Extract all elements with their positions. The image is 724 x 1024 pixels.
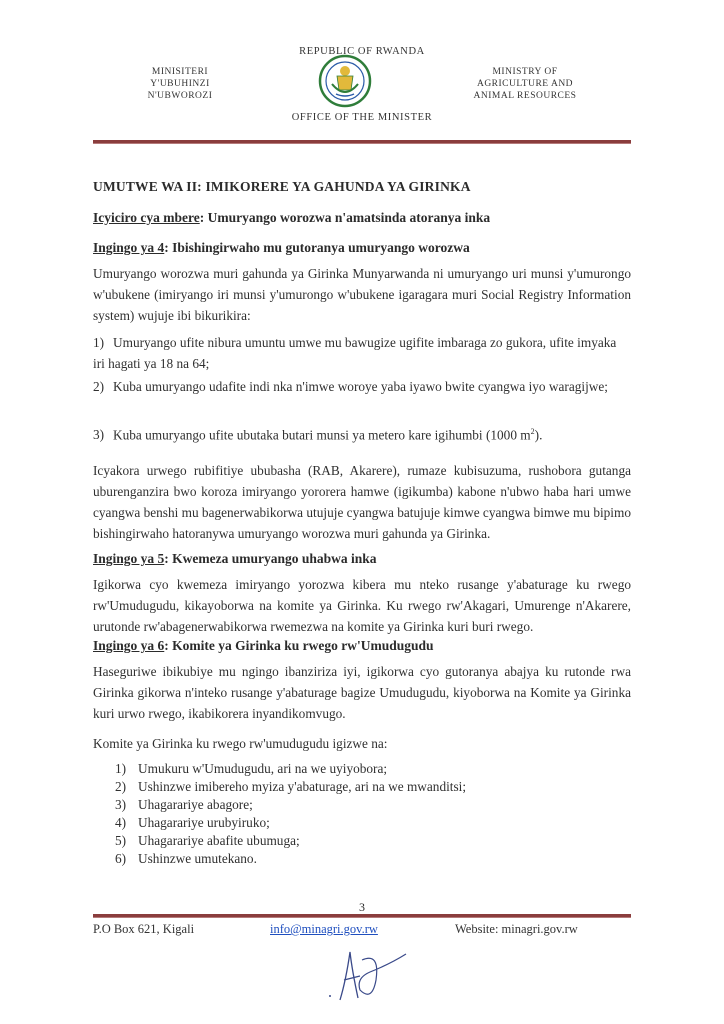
list-item — [93, 376, 631, 397]
article-4-title: : Ibishingirwaho mu gutoranya umuryango worozwa — [164, 240, 470, 255]
list-item — [115, 760, 615, 778]
list-item-text: Ushinzwe imibereho myiza y'abaturage, ari na we mwanditsi; — [138, 779, 467, 794]
header-rule — [93, 140, 631, 144]
article-4-closing: Icyakora urwego rubifitiye ububasha (RAB, Akarere), rumaze kubisuzuma, rushobora gutanga uburenganzira bwo koroza imiryango yororera hamwe (igikumba) kabone n'ubwo haba hari umwe cyangwa benshi mu bagenerwabikorwa utujuje cyangwa batujuje kimwe cyangwa bimwe mu bipimo bishingirwaho hatoranywa umuryango worozwa muri gahunda ya Girinka. — [93, 463, 631, 541]
list-item — [93, 332, 631, 374]
list-item-text: Uhagarariye abagore; — [138, 797, 253, 812]
footer-po-box: P.O Box 621, Kigali — [93, 922, 195, 936]
republic-heading: REPUBLIC OF RWANDA — [299, 46, 425, 57]
article-4-intro: Umuryango worozwa muri gahunda ya Girinka Munyarwanda ni umuryango uri munsi y'umurongo w'ubukene (imiryango iri munsi y'umurongo w'ubukene igaragara muri Social Registry Information system) wujuje ibi bikurikira: — [93, 266, 631, 323]
article-5-heading — [93, 551, 377, 567]
list-item-text: Umuryango ufite nibura umuntu umwe mu bawugize ugifite imbaraga zo gukora, ufite imyaka iri hagati ya 18 na 64; — [93, 335, 617, 371]
article-5-body: Igikorwa cyo kwemeza imiryango yorozwa kibera mu nteko rusange y'abaturage ku rwego rw'Umudugudu, kikayoborwa na komite ya Girinka. Ku rwego rw'Akagari, Umurenge n'Akarere, urutonde rw'abagenerwabikorwa rwemezwa na komite ya Girinka kuri buri rwego. — [93, 577, 631, 634]
office-heading: OFFICE OF THE MINISTER — [291, 112, 433, 123]
ministry-en-line-2: AGRICULTURE AND — [476, 79, 574, 89]
ministry-kin-line-2: Y'UBUHINZI — [150, 79, 210, 89]
list-item-text: Uhagarariye abafite ubumuga; — [138, 833, 300, 848]
list-item-number: 5) — [115, 833, 127, 848]
committee-members-list — [115, 760, 615, 868]
coat-of-arms-emblem — [318, 54, 372, 108]
article-4-label: Ingingo ya 4 — [93, 240, 165, 255]
article-6-heading — [93, 638, 434, 654]
list-item-text: Kuba umuryango ufite ubutaka butari munsi ya metero kare igihumbi (1000 m — [113, 427, 531, 443]
article-4-heading — [93, 240, 470, 256]
chapter-title: UMUTWE WA II: IMIKORERE YA GAHUNDA YA GIRINKA — [93, 179, 471, 194]
ministry-kin-line-3: N'UBWOROZI — [147, 91, 213, 101]
article-6-title: : Komite ya Girinka ku rwego rw'Umudugudu — [164, 638, 434, 653]
list-item-number: 2) — [93, 379, 105, 394]
list-item — [115, 814, 615, 832]
article-5-title: : Kwemeza umuryango uhabwa inka — [164, 551, 377, 566]
page-number: 3 — [359, 900, 365, 914]
ministry-kinyarwanda — [120, 66, 240, 102]
list-item-number: 3) — [115, 797, 127, 812]
committee-intro: Komite ya Girinka ku rwego rw'umudugudu igizwe na: — [93, 736, 388, 751]
list-item-number: 1) — [93, 335, 105, 350]
list-item — [93, 421, 631, 445]
section-label: Icyiciro cya mbere — [93, 210, 200, 225]
list-item-text: Kuba umuryango udafite indi nka n'imwe woroye yaba iyawo bwite cyangwa iyo waragijwe; — [113, 379, 608, 394]
section-title: : Umuryango worozwa n'amatsinda atoranya inka — [199, 210, 491, 225]
footer-email-link[interactable]: info@minagri.gov.rw — [270, 922, 378, 936]
list-item — [115, 796, 615, 814]
list-item-text: Ushinzwe umutekano. — [138, 851, 257, 866]
list-item-number: 6) — [115, 851, 127, 866]
superscript: 2 — [530, 427, 535, 436]
ministry-en-line-1: MINISTRY OF — [492, 67, 558, 77]
list-item-number: 2) — [115, 779, 127, 794]
article-6-body: Haseguriwe ibikubiye mu ngingo ibanziriza iyi, igikorwa cyo gutoranya abajya ku rutonde rwa Girinka gikorwa n'inteko rusange y'abaturage bagize Umudugudu, kiyoborwa na Komite ya Girinka kuri urwo rwego, ikabikorera inyandikomvugo. — [93, 664, 631, 721]
list-item — [115, 850, 615, 868]
list-item-text: Umukuru w'Umudugudu, ari na we uyiyobora; — [138, 761, 388, 776]
list-item-text: Uhagarariye urubyiruko; — [138, 815, 270, 830]
article-5-label: Ingingo ya 5 — [93, 551, 165, 566]
list-item-tail: ). — [534, 427, 543, 443]
list-item — [115, 778, 615, 796]
footer-website: Website: minagri.gov.rw — [455, 922, 578, 936]
ministry-kin-line-1: MINISITERI — [151, 67, 209, 77]
article-6-label: Ingingo ya 6 — [93, 638, 165, 653]
footer-rule — [93, 914, 631, 918]
section-heading — [93, 210, 490, 226]
list-item-number: 4) — [115, 815, 127, 830]
list-item-number: 3) — [93, 427, 105, 443]
list-item-number: 1) — [115, 761, 127, 776]
ministry-english — [460, 66, 590, 102]
handwritten-signature — [310, 940, 410, 1010]
list-item — [115, 832, 615, 850]
ministry-en-line-3: ANIMAL RESOURCES — [473, 91, 577, 101]
